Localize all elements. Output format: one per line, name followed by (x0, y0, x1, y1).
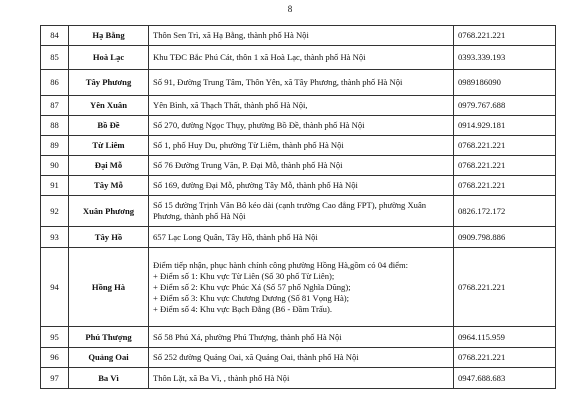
table-row (41, 368, 556, 389)
table-row (41, 46, 556, 70)
row-number: 92 (41, 196, 69, 227)
address-line: Phương, thành phố Hà Nội (153, 211, 246, 221)
table-body (41, 26, 556, 389)
address-cell (149, 227, 454, 248)
address-line: Số 169, đường Đại Mỗ, phường Tây Mỗ, thành phố Hà Nội (153, 180, 358, 190)
phone-number: 0768.221.221 (454, 176, 556, 196)
row-number: 89 (41, 136, 69, 156)
row-number: 87 (41, 96, 69, 116)
ward-name: Yên Xuân (69, 96, 149, 116)
address-cell (149, 368, 454, 389)
ward-name: Quảng Oai (69, 348, 149, 368)
table-row (41, 227, 556, 248)
ward-name: Phú Thượng (69, 327, 149, 348)
ward-name: Tây Hồ (69, 227, 149, 248)
phone-number: 0909.798.886 (454, 227, 556, 248)
address-cell (149, 26, 454, 46)
address-cell (149, 156, 454, 176)
address-line: Thôn Lặt, xã Ba Vì, , thành phố Hà Nội (153, 372, 290, 383)
phone-number: 0768.221.221 (454, 348, 556, 368)
address-cell (149, 116, 454, 136)
address-line: + Điểm số 3: Khu vực Chương Dương (Số 81 Vọng Hà); (153, 292, 350, 303)
ward-name: Ba Vì (69, 368, 149, 389)
table-row (41, 70, 556, 96)
address-line: Số 270, đường Ngọc Thụy, phường Bồ Đề, thành phố Hà Nội (153, 120, 365, 130)
phone-number: 0768.221.221 (454, 136, 556, 156)
table-row (41, 96, 556, 116)
ward-name: Tây Mỗ (69, 176, 149, 196)
page-number: 8 (287, 4, 293, 14)
address-cell (149, 96, 454, 116)
address-line: + Điểm số 1: Khu vực Từ Liên (Số 30 phố Từ Liên); (153, 270, 335, 281)
phone-number: 0826.172.172 (454, 196, 556, 227)
table-row (41, 136, 556, 156)
address-line: Số 252 đường Quảng Oai, xã Quảng Oai, thành phố Hà Nội (153, 352, 359, 362)
phone-number: 0768.221.221 (454, 156, 556, 176)
row-number: 94 (41, 248, 69, 327)
address-cell (149, 46, 454, 70)
row-number: 90 (41, 156, 69, 176)
phone-number: 0393.339.193 (454, 46, 556, 70)
address-line: 657 Lạc Long Quân, Tây Hồ, thành phố Hà Nội (153, 231, 318, 242)
address-line: Số 58 Phú Xá, phường Phú Thượng, thành phố Hà Nội (153, 331, 342, 342)
address-cell (149, 348, 454, 368)
ward-name: Hạ Bằng (69, 26, 149, 46)
row-number: 91 (41, 176, 69, 196)
address-line: Khu TĐC Bắc Phú Cát, thôn 1 xã Hoà Lạc, thành phố Hà Nội (153, 52, 366, 62)
phone-number: 0768.221.221 (454, 248, 556, 327)
address-cell (149, 70, 454, 96)
table-row (41, 156, 556, 176)
table-row (41, 196, 556, 227)
address-cell (149, 136, 454, 156)
table-row (41, 248, 556, 327)
address-cell (149, 248, 454, 327)
row-number: 88 (41, 116, 69, 136)
row-number: 93 (41, 227, 69, 248)
phone-number: 0947.688.683 (454, 368, 556, 389)
row-number: 95 (41, 327, 69, 348)
ward-name: Từ Liêm (69, 136, 149, 156)
address-line: Số 1, phố Huy Du, phường Từ Liêm, thành phố Hà Nội (153, 140, 344, 150)
ward-name: Bồ Đề (69, 116, 149, 136)
row-number: 96 (41, 348, 69, 368)
table-row (41, 176, 556, 196)
address-line: Số 76 Đường Trung Văn, P. Đại Mỗ, thành phố Hà Nội (153, 160, 343, 170)
table-row (41, 348, 556, 368)
ward-name: Tây Phương (69, 70, 149, 96)
ward-name: Hồng Hà (69, 248, 149, 327)
phone-number: 0964.115.959 (454, 327, 556, 348)
ward-name: Xuân Phương (69, 196, 149, 227)
phone-number: 0989186090 (454, 70, 556, 96)
table-row (41, 327, 556, 348)
address-cell (149, 196, 454, 227)
address-line: Điểm tiếp nhận, phục hành chính công phường Hồng Hà,gồm có 04 điểm: (153, 259, 409, 270)
service-points-table (40, 25, 556, 389)
ward-name: Đại Mỗ (69, 156, 149, 176)
row-number: 85 (41, 46, 69, 70)
address-line: + Điểm số 2: Khu vực Phúc Xá (Số 57 phố Nghĩa Dũng); (153, 281, 351, 292)
phone-number: 0768.221.221 (454, 26, 556, 46)
row-number: 86 (41, 70, 69, 96)
address-line: + Điểm số 4: Khu vực Bạch Đằng (B6 - Đầm Trấu). (153, 303, 332, 314)
address-cell (149, 327, 454, 348)
address-line: Số 15 đường Trịnh Văn Bô kéo dài (cạnh trường Cao đẳng FPT), phường Xuân (153, 200, 427, 210)
table-row (41, 26, 556, 46)
address-line: Thôn Sen Trì, xã Hạ Bằng, thành phố Hà Nội (153, 30, 309, 40)
address-line: Số 91, Đường Trung Tâm, Thôn Yên, xã Tây Phương, thành phố Hà Nội (153, 77, 403, 87)
phone-number: 0914.929.181 (454, 116, 556, 136)
address-cell (149, 176, 454, 196)
phone-number: 0979.767.688 (454, 96, 556, 116)
row-number: 84 (41, 26, 69, 46)
ward-name: Hoà Lạc (69, 46, 149, 70)
address-line: Yên Bình, xã Thạch Thất, thành phố Hà Nội, (153, 100, 308, 110)
row-number: 97 (41, 368, 69, 389)
table-row (41, 116, 556, 136)
